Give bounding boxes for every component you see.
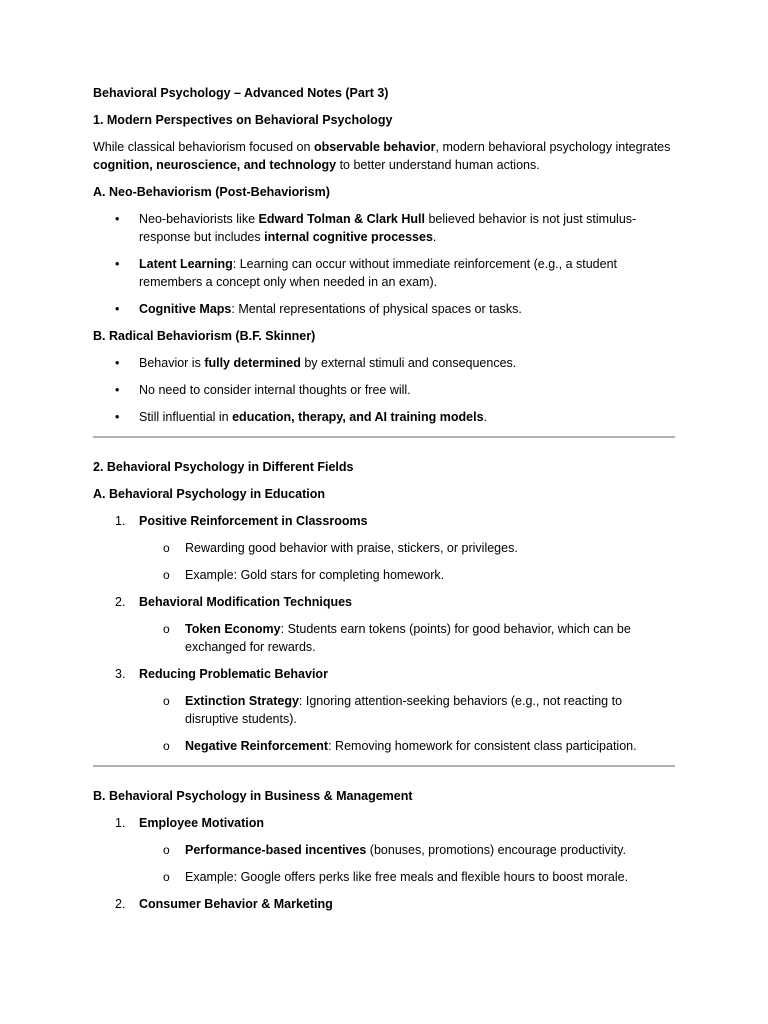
sub-bullet-marker: o — [163, 843, 170, 857]
numbered-item: 2. Behavioral Modification Techniques — [115, 595, 352, 609]
section-1-heading: 1. Modern Perspectives on Behavioral Psychology — [93, 113, 393, 127]
list-item: • Neo-behaviorists like Edward Tolman & Clark Hull believed behavior is not just stimulus-response but includes internal cognitive processes. — [115, 212, 637, 244]
sub-bullet-marker: o — [163, 739, 170, 753]
sub-list-item: o Token Economy: Students earn tokens (points) for good behavior, which can be exchanged for rewards. — [163, 622, 631, 654]
numbered-item: 3. Reducing Problematic Behavior — [115, 667, 328, 681]
document-page — [93, 84, 675, 922]
sub-list-item: o Extinction Strategy: Ignoring attention-seeking behaviors (e.g., not reacting to disruptive students). — [163, 694, 623, 726]
bullet-marker: • — [115, 257, 120, 271]
sub-list-item: o Example: Google offers perks like free meals and flexible hours to boost morale. — [163, 870, 629, 884]
sub-bullet-marker: o — [163, 622, 170, 636]
number-marker: 1. — [115, 514, 126, 528]
section-divider — [93, 436, 675, 438]
document-title: Behavioral Psychology – Advanced Notes (Part 3) — [93, 86, 389, 100]
section-2-heading: 2. Behavioral Psychology in Different Fields — [93, 460, 354, 474]
number-marker: 2. — [115, 595, 126, 609]
number-marker: 3. — [115, 667, 126, 681]
list-item: • Latent Learning: Learning can occur without immediate reinforcement (e.g., a student remembers a concept only when needed in an exam). — [115, 257, 617, 289]
numbered-item: 2. Consumer Behavior & Marketing — [115, 897, 333, 911]
sub-bullet-marker: o — [163, 694, 170, 708]
sub-list-item: o Rewarding good behavior with praise, stickers, or privileges. — [163, 541, 518, 555]
number-marker: 1. — [115, 816, 126, 830]
bullet-marker: • — [115, 212, 120, 226]
neo-behaviorism-heading: A. Neo-Behaviorism (Post-Behaviorism) — [93, 185, 330, 199]
number-marker: 2. — [115, 897, 126, 911]
business-heading: B. Behavioral Psychology in Business & Management — [93, 789, 413, 803]
list-item: • Cognitive Maps: Mental representations of physical spaces or tasks. — [115, 302, 522, 316]
sub-bullet-marker: o — [163, 870, 170, 884]
list-item: • Behavior is fully determined by external stimuli and consequences. — [115, 356, 517, 370]
sub-bullet-marker: o — [163, 568, 170, 582]
section-1-intro: While classical behaviorism focused on observable behavior, modern behavioral psychology integrates cognition, neuroscience, and technology to better understand human actions. — [93, 140, 671, 172]
numbered-item: 1. Employee Motivation — [115, 816, 265, 830]
numbered-item: 1. Positive Reinforcement in Classrooms — [115, 514, 368, 528]
bullet-marker: • — [115, 410, 120, 424]
radical-behaviorism-heading: B. Radical Behaviorism (B.F. Skinner) — [93, 329, 316, 343]
bullet-marker: • — [115, 356, 120, 370]
section-divider — [93, 765, 675, 767]
list-item: • No need to consider internal thoughts or free will. — [115, 383, 411, 397]
sub-list-item: o Performance-based incentives (bonuses, promotions) encourage productivity. — [163, 843, 626, 857]
education-heading: A. Behavioral Psychology in Education — [93, 487, 325, 501]
list-item: • Still influential in education, therapy, and AI training models. — [115, 410, 488, 424]
bullet-marker: • — [115, 302, 120, 316]
sub-list-item: o Negative Reinforcement: Removing homework for consistent class participation. — [163, 739, 637, 753]
bullet-marker: • — [115, 383, 120, 397]
sub-bullet-marker: o — [163, 541, 170, 555]
sub-list-item: o Example: Gold stars for completing homework. — [163, 568, 445, 582]
